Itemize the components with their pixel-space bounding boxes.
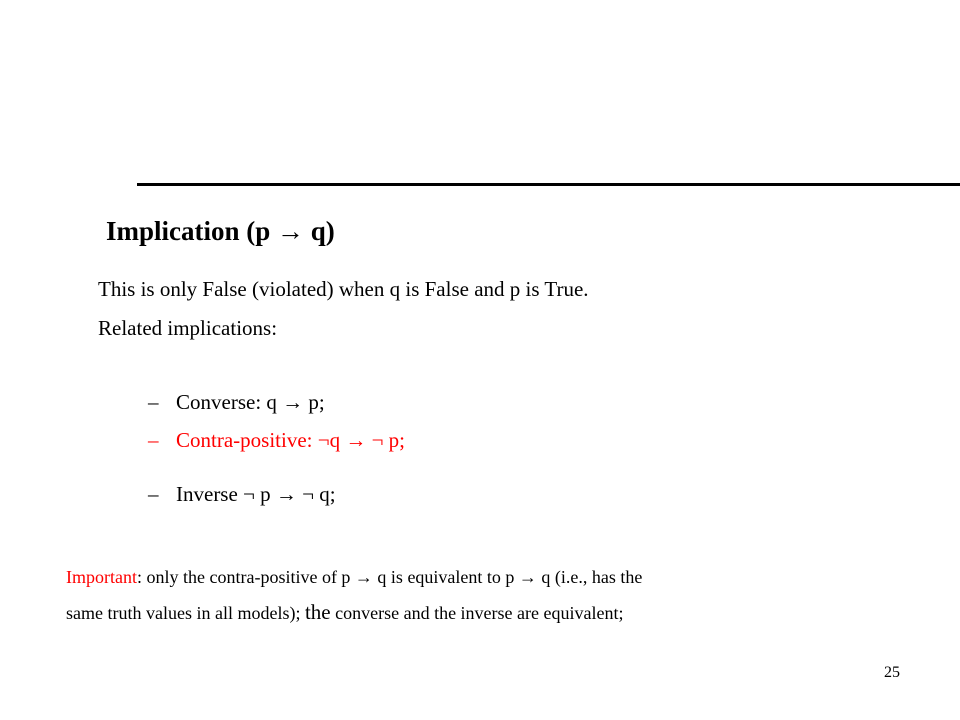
slide-title: Implication (p → q) <box>106 216 335 246</box>
note-line-2 <box>66 600 623 625</box>
note-line-1 <box>66 567 642 588</box>
note-important-label: Important <box>66 567 137 587</box>
bullet-text: Contra-positive: ¬q → ¬ p; <box>176 428 406 452</box>
bullet-dash: – <box>148 482 159 506</box>
note-text-2c: converse and the inverse are equivalent; <box>330 603 624 623</box>
bullet-inverse <box>148 482 336 507</box>
bullet-converse <box>148 390 325 415</box>
bullet-dash: – <box>148 428 159 452</box>
title-divider-rule <box>137 183 960 186</box>
bullet-dash: – <box>148 390 159 414</box>
body-line-related: Related implications: <box>98 316 278 340</box>
body-line-definition: This is only False (violated) when q is False and p is True. <box>98 277 589 301</box>
bullet-text: Inverse ¬ p → ¬ q; <box>176 482 336 506</box>
bullet-text: Converse: q → p; <box>176 390 325 414</box>
note-text-2b: the <box>304 600 331 624</box>
note-text-1: : only the contra-positive of p → q is equivalent to p → q (i.e., has the <box>136 567 643 587</box>
bullet-contrapositive <box>148 428 405 453</box>
note-text-2a: same truth values in all models); <box>66 603 305 623</box>
page-number: 25 <box>884 664 900 681</box>
